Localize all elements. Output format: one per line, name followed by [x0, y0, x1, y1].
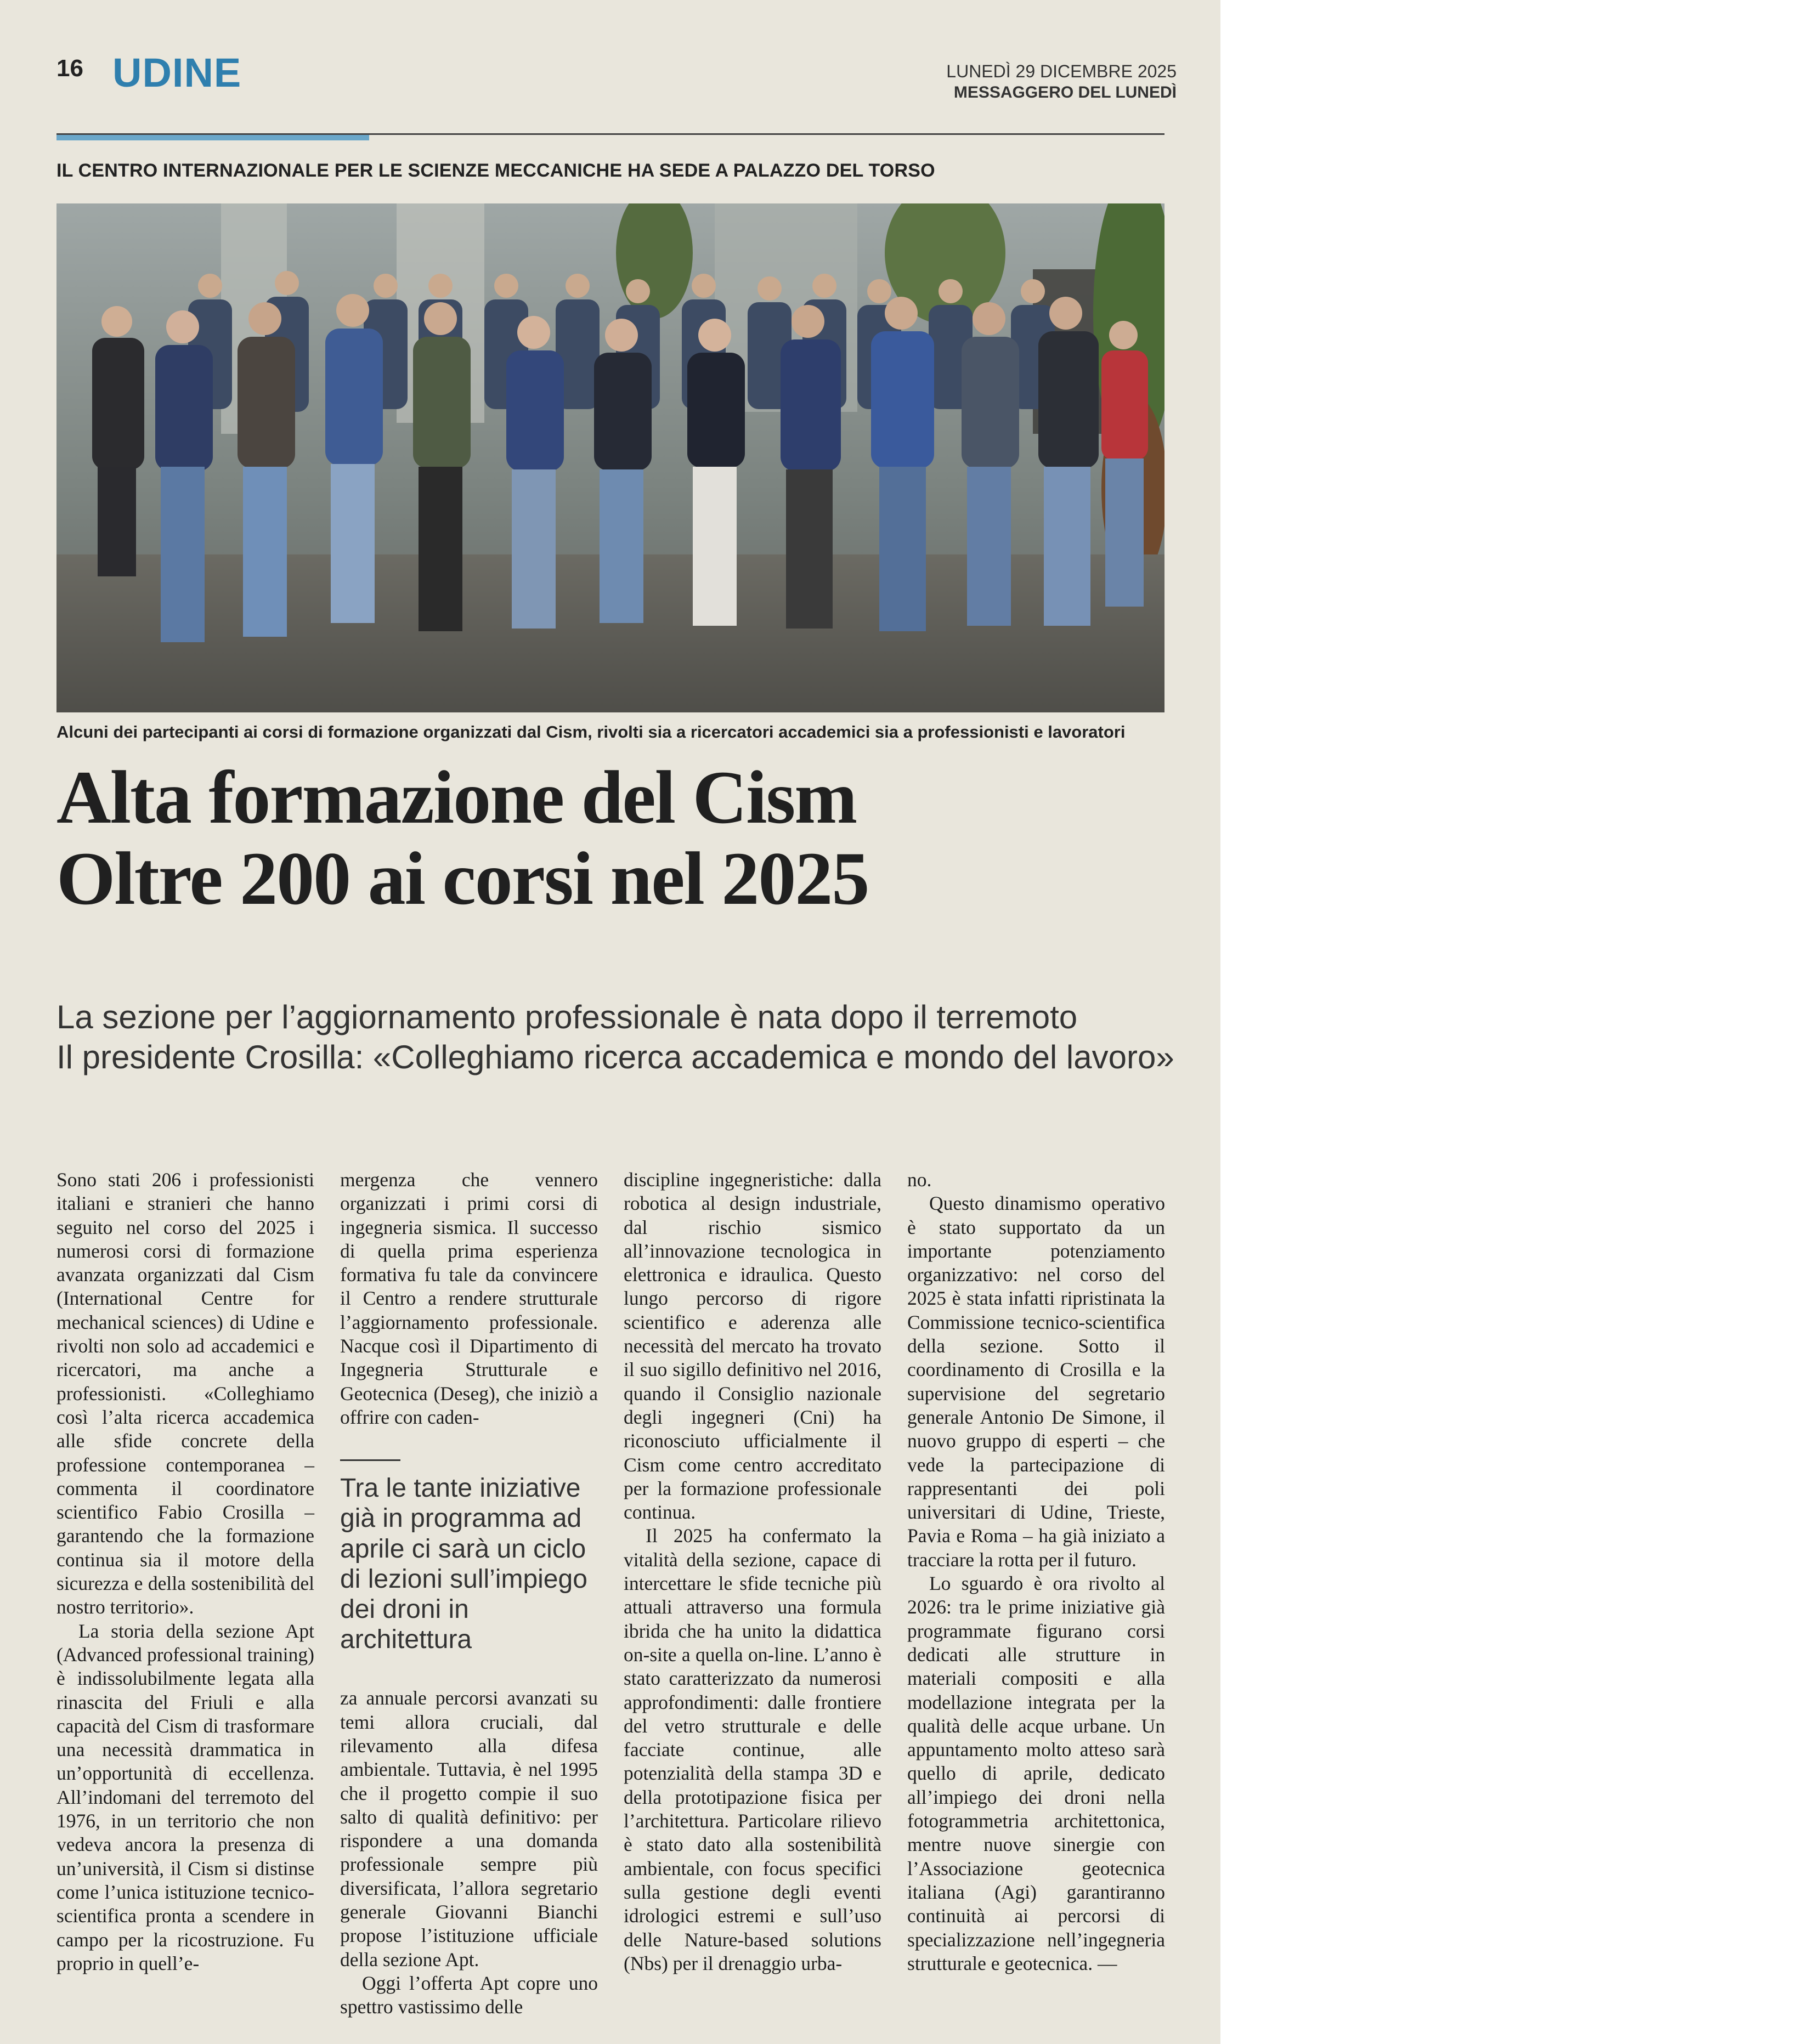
photo-caption: Alcuni dei partecipanti ai corsi di formazione organizzati dal Cism, rivolti sia a ricercatori accademici sia a professionisti e lavoratori — [56, 722, 1126, 741]
group-photo-illustration — [56, 203, 1164, 712]
article-paragraph: Sono stati 206 i professionisti italiani e stranieri che hanno seguito nel corso del 2025 i numerosi corsi di formazione avanzata organizzati dal Cism (International Centre for mechanical sciences) di Udine e rivolti non solo ad accademici e ricercatori, ma anche a professionisti. «Colleghiamo così l’alta ricerca accademica alle sfide concrete della professione contemporanea – commenta il coordinatore scientifico Fabio Crosilla – garantendo che la formazione continua sia il motore della sicurezza e della sostenibilità del nostro territorio». — [56, 1169, 314, 1618]
headline-line-1: Alta formazione del Cism — [56, 755, 857, 839]
article-paragraph: mergenza che vennero organizzati i primi corsi di ingegneria sismica. Il successo di quella prima esperienza formativa fu tale da convincere il Centro a rendere strutturale l’aggiornamento professionale. Nacque così il Dipartimento di Ingegneria Strutturale e Geotecnica (Deseg), che iniziò a offrire con caden- — [340, 1169, 598, 1428]
subheadline-line-2: Il presidente Crosilla: «Colleghiamo ricerca accademica e mondo del lavoro» — [56, 1039, 1174, 1076]
pull-quote: Tra le tante iniziative già in programma ad aprile ci sarà un ciclo di lezioni sull’impiego dei droni in architettura — [340, 1474, 587, 1655]
article-paragraph: La storia della sezione Apt (Advanced professional training) è indissolubilmente legata alla rinascita del Friuli e alla capacità del Cism di trasformare una necessità drammatica in un’opportunità di eccellenza. All’indomani del terremoto del 1976, in un territorio che non vedeva ancora la presenza di un’università, il Cism si distinse come l’unica istituzione tecnico-scientifica pronta a scendere in campo per la ricostruzione. Fu proprio in quell’e- — [56, 1620, 314, 1974]
article-paragraph: za annuale percorsi avanzati su temi allora cruciali, dal rilevamento alla difesa ambientale. Tuttavia, è nel 1995 che il progetto compie il suo salto di qualità definitivo: per rispondere a una domanda professionale sempre più diversificata, l’allora segretario generale Giovanni Bianchi propose l’istituzione ufficiale della sezione Apt. — [340, 1687, 598, 1971]
article-column-2 — [340, 1168, 598, 2019]
pull-quote-rule — [340, 1459, 400, 1461]
article-paragraph: Lo sguardo è ora rivolto al 2026: tra le prime iniziative già programmate figurano corsi dedicati alle strutture in materiali compositi e alla modellazione integrata per la qualità delle acque urbane. Un appuntamento molto atteso sarà quello di aprile, dedicato all’impiego dei droni nella fotogrammetria architettonica, mentre nuove sinergie con l’Associazione geotecnica italiana (Agi) garantiranno continuità ai percorsi di specializzazione nell’ingegneria strutturale e geotecnica. — — [907, 1572, 1165, 1974]
article-paragraph: Questo dinamismo operativo è stato supportato da un importante potenziamento organizzativo: nel corso del 2025 è stata infatti ripristinata la Commissione tecnico-scientifica della sezione. Sotto il coordinamento di Crosilla e la supervisione del segretario generale Antonio De Simone, il nuovo gruppo di esperti – che vede la partecipazione di rappresentanti dei poli universitari di Udine, Trieste, Pavia e Roma – ha già iniziato a tracciare la rotta per il futuro. — [907, 1192, 1165, 1571]
article-column-3 — [624, 1168, 881, 1975]
article-paragraph: no. — [907, 1169, 932, 1191]
headline — [56, 757, 1181, 919]
article-paragraph: Oggi l’offerta Apt copre uno spettro vastissimo delle — [340, 1972, 598, 2018]
article-column-4 — [907, 1168, 1165, 1975]
article-paragraph: discipline ingegneristiche: dalla robotica al design industriale, dal rischio sismico all’innovazione tecnologica in elettronica e idraulica. Questo lungo percorso di rigore scientifico e aderenza alle necessità del mercato ha trovato il suo sigillo definitivo nel 2016, quando il Consiglio nazionale degli ingegneri (Cni) ha riconosciuto ufficialmente il Cism come centro accreditato per la formazione professionale continua. — [624, 1169, 881, 1524]
section-title: UDINE — [112, 50, 242, 95]
page-number: 16 — [56, 55, 83, 82]
headline-line-2: Oltre 200 ai corsi nel 2025 — [56, 836, 869, 920]
subheadline — [56, 997, 1181, 1077]
header-accent-rule — [56, 135, 369, 140]
article-paragraph: Il 2025 ha confermato la vitalità della sezione, capace di intercettare le sfide tecniche più attuali attraverso una formula ibrida che ha unito la didattica on-site a quella on-line. L’anno è stato caratterizzato da numerosi approfondimenti: dalle frontiere del vetro strutturale e delle facciate continue, alle potenzialità della stampa 3D e della prototipazione fisica per l’architettura. Particolare rilievo è stato dato alla sostenibilità ambientale, con focus specifici sulla gestione degli eventi idrologici estremi e sull’uso delle Nature-based solutions (Nbs) per il drenaggio urba- — [624, 1525, 881, 1974]
subheadline-line-1: La sezione per l’aggiornamento professionale è nata dopo il terremoto — [56, 999, 1078, 1035]
newspaper-name: MESSAGGERO DEL LUNEDÌ — [953, 83, 1177, 101]
kicker: IL CENTRO INTERNAZIONALE PER LE SCIENZE MECCANICHE HA SEDE A PALAZZO DEL TORSO — [56, 160, 935, 181]
blank-margin — [1220, 0, 1809, 2044]
article-column-1 — [56, 1168, 314, 1975]
issue-date: LUNEDÌ 29 DICEMBRE 2025 — [946, 61, 1177, 81]
group-photo — [56, 203, 1164, 712]
